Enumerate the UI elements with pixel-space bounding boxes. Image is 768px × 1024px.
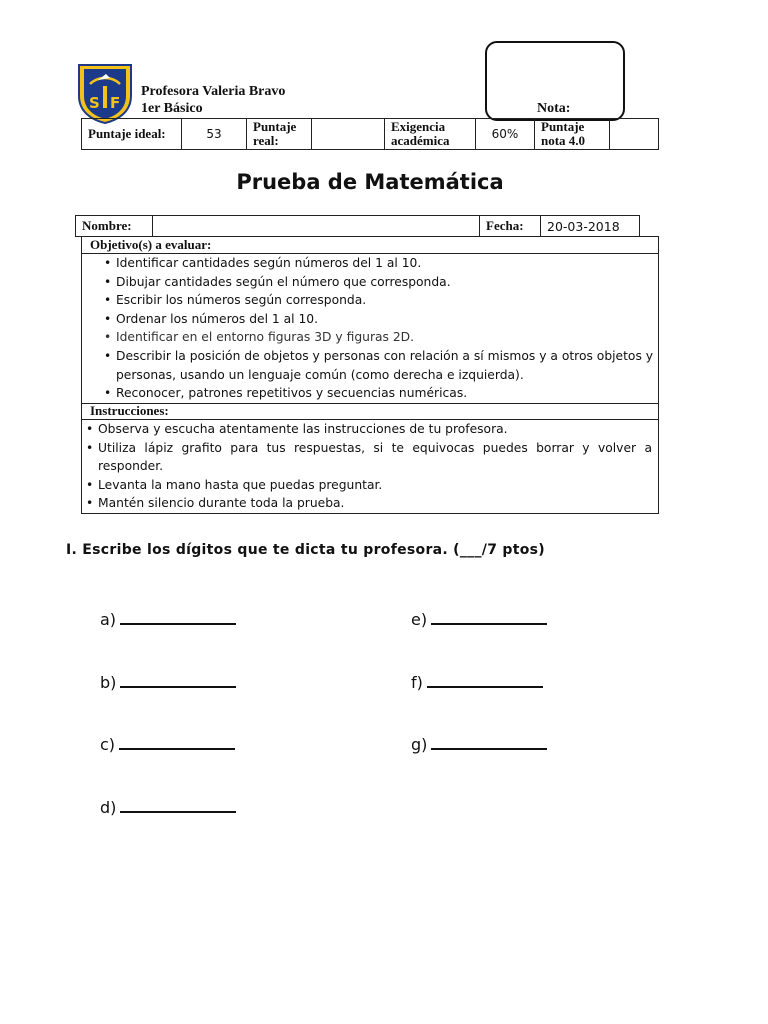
answer-label: b) xyxy=(100,673,117,692)
answer-e xyxy=(411,609,547,629)
grade-label: 1er Básico xyxy=(141,101,203,116)
answer-label: g) xyxy=(411,735,428,754)
answer-c xyxy=(100,734,235,754)
answer-b xyxy=(100,672,236,692)
score-table xyxy=(81,118,659,150)
nota4-value[interactable] xyxy=(610,119,659,150)
name-label: Nombre: xyxy=(76,216,153,237)
list-item: • Observa y escucha atentamente las instrucciones de tu profesora. xyxy=(86,420,652,439)
list-item: • Levanta la mano hasta que puedas preguntar. xyxy=(86,476,652,495)
answer-blank[interactable] xyxy=(431,734,547,750)
list-item: • Dibujar cantidades según el número que corresponda. xyxy=(104,273,654,292)
svg-text:S: S xyxy=(89,94,100,112)
teacher-name: Profesora Valeria Bravo xyxy=(141,84,286,99)
list-item: • Ordenar los números del 1 al 10. xyxy=(104,310,654,329)
answer-label: e) xyxy=(411,610,428,629)
page-title: Prueba de Matemática xyxy=(236,170,504,194)
answer-label: f) xyxy=(411,673,423,692)
question-1-prompt: I. Escribe los dígitos que te dicta tu profesora. (___/7 ptos) xyxy=(66,542,545,558)
answer-a xyxy=(100,609,236,629)
list-item: • Describir la posición de objetos y personas con relación a sí mismos y a otros objetos y personas, usando un lenguaje común (como derecha e izquierda). xyxy=(104,347,654,384)
real-score-value[interactable] xyxy=(312,119,385,150)
answer-label: c) xyxy=(100,735,116,754)
answer-label: d) xyxy=(100,798,117,817)
list-item: • Identificar en el entorno figuras 3D y figuras 2D. xyxy=(104,328,654,347)
student-info-row xyxy=(75,215,640,237)
date-label: Fecha: xyxy=(480,216,541,237)
exigencia-value: 60% xyxy=(476,119,535,150)
exigencia-label: Exigencia académica xyxy=(385,119,476,150)
list-item: • Escribir los números según corresponda. xyxy=(104,291,654,310)
svg-text:F: F xyxy=(110,94,121,112)
ideal-score-value: 53 xyxy=(182,119,247,150)
objectives-heading: Objetivo(s) a evaluar: xyxy=(90,237,212,252)
list-item: • Reconocer, patrones repetitivos y secuencias numéricas. xyxy=(104,384,654,403)
ideal-score-label: Puntaje ideal: xyxy=(82,119,182,150)
answer-blank[interactable] xyxy=(427,672,543,688)
objectives-list xyxy=(104,254,654,403)
answer-d xyxy=(100,797,236,817)
real-score-label: Puntaje real: xyxy=(247,119,312,150)
answer-g xyxy=(411,734,547,754)
list-item: • Mantén silencio durante toda la prueba. xyxy=(86,494,652,513)
answer-blank[interactable] xyxy=(120,672,236,688)
instructions-list xyxy=(86,420,652,513)
nota4-label: Puntaje nota 4.0 xyxy=(535,119,610,150)
instructions-heading: Instrucciones: xyxy=(90,403,169,418)
answer-label: a) xyxy=(100,610,117,629)
name-field[interactable] xyxy=(153,216,480,237)
list-item: • Identificar cantidades según números del 1 al 10. xyxy=(104,254,654,273)
answer-blank[interactable] xyxy=(120,609,236,625)
nota-label: Nota: xyxy=(537,101,571,116)
answer-blank[interactable] xyxy=(119,734,235,750)
answer-blank[interactable] xyxy=(431,609,547,625)
answer-blank[interactable] xyxy=(120,797,236,813)
date-field[interactable]: 20-03-2018 xyxy=(541,216,640,237)
answer-f xyxy=(411,672,543,692)
list-item: • Utiliza lápiz grafito para tus respuestas, si te equivocas puedes borrar y volver a responder. xyxy=(86,439,652,476)
school-logo xyxy=(76,62,134,124)
objectives-instructions-box xyxy=(81,236,659,514)
